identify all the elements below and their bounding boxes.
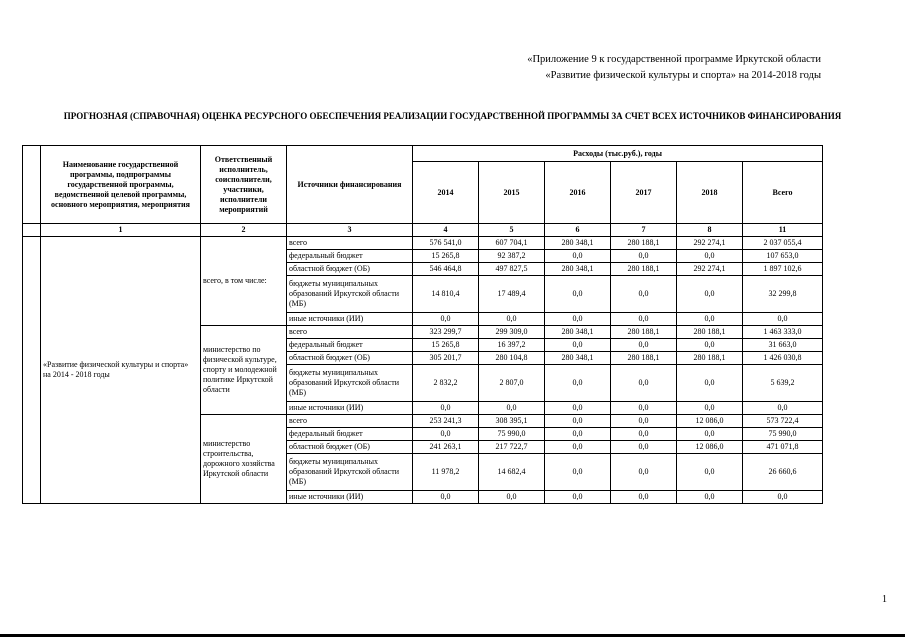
value-cell: 0,0: [545, 441, 611, 454]
value-cell: 0,0: [611, 491, 677, 504]
value-cell: 280 348,1: [545, 263, 611, 276]
value-cell: 305 201,7: [413, 352, 479, 365]
total-value-cell: 5 639,2: [743, 365, 823, 402]
value-cell: 0,0: [611, 276, 677, 313]
total-value-cell: 107 653,0: [743, 250, 823, 263]
value-cell: 17 489,4: [479, 276, 545, 313]
value-cell: 280 348,1: [545, 326, 611, 339]
funding-source-cell: федеральный бюджет: [287, 339, 413, 352]
table-row: [23, 237, 823, 250]
column-number: 7: [611, 224, 677, 237]
value-cell: 280 188,1: [611, 263, 677, 276]
value-cell: 12 086,0: [677, 415, 743, 428]
total-value-cell: 32 299,8: [743, 276, 823, 313]
value-cell: 0,0: [479, 313, 545, 326]
total-value-cell: 26 660,6: [743, 454, 823, 491]
value-cell: 0,0: [611, 415, 677, 428]
value-cell: 14 810,4: [413, 276, 479, 313]
value-cell: 607 704,1: [479, 237, 545, 250]
executor-cell: всего, в том числе:: [201, 237, 287, 326]
funding-source-cell: областной бюджет (ОБ): [287, 263, 413, 276]
value-cell: 0,0: [677, 402, 743, 415]
value-cell: 217 722,7: [479, 441, 545, 454]
column-number: 3: [287, 224, 413, 237]
value-cell: 2 807,0: [479, 365, 545, 402]
colnum-blank-cell: [23, 224, 41, 237]
value-cell: 0,0: [545, 339, 611, 352]
total-value-cell: 1 463 333,0: [743, 326, 823, 339]
funding-source-cell: всего: [287, 326, 413, 339]
value-cell: 0,0: [611, 402, 677, 415]
value-cell: 280 188,1: [611, 237, 677, 250]
executor-cell: министерство строительства, дорожного хозяйства Иркутской области: [201, 415, 287, 504]
funding-source-cell: областной бюджет (ОБ): [287, 441, 413, 454]
resource-table: [22, 145, 823, 504]
value-cell: 15 265,8: [413, 250, 479, 263]
value-cell: 0,0: [545, 454, 611, 491]
value-cell: 0,0: [545, 491, 611, 504]
column-number: 4: [413, 224, 479, 237]
value-cell: 0,0: [413, 491, 479, 504]
value-cell: 0,0: [479, 402, 545, 415]
value-cell: 0,0: [545, 313, 611, 326]
value-cell: 0,0: [611, 428, 677, 441]
value-cell: 0,0: [611, 250, 677, 263]
total-value-cell: 31 663,0: [743, 339, 823, 352]
value-cell: 16 397,2: [479, 339, 545, 352]
value-cell: 280 188,1: [677, 352, 743, 365]
total-value-cell: 75 990,0: [743, 428, 823, 441]
value-cell: 0,0: [611, 339, 677, 352]
total-value-cell: 471 071,8: [743, 441, 823, 454]
value-cell: 280 104,8: [479, 352, 545, 365]
value-cell: 0,0: [545, 428, 611, 441]
value-cell: 0,0: [611, 441, 677, 454]
value-cell: 0,0: [677, 491, 743, 504]
value-cell: 576 541,0: [413, 237, 479, 250]
header-year: 2018: [677, 162, 743, 224]
header-executor: Ответственный исполнитель, соисполнители, участники, исполнители мероприятий: [201, 146, 287, 224]
value-cell: 15 265,8: [413, 339, 479, 352]
funding-source-cell: областной бюджет (ОБ): [287, 352, 413, 365]
header-blank-cell: [23, 146, 41, 224]
value-cell: 0,0: [611, 365, 677, 402]
header-source: Источники финансирования: [287, 146, 413, 224]
appendix-reference: [527, 52, 821, 84]
value-cell: 75 990,0: [479, 428, 545, 441]
header-name: Наименование государственной программы, подпрограммы государственной программы, ведомственной целевой программы, основного мероприятия, мероприятия: [41, 146, 201, 224]
value-cell: 280 348,1: [545, 237, 611, 250]
value-cell: 0,0: [413, 402, 479, 415]
column-number: 5: [479, 224, 545, 237]
value-cell: 253 241,3: [413, 415, 479, 428]
value-cell: 2 832,2: [413, 365, 479, 402]
page-number: 1: [882, 594, 887, 605]
funding-source-cell: бюджеты муниципальных образований Иркутской области (МБ): [287, 454, 413, 491]
funding-source-cell: бюджеты муниципальных образований Иркутской области (МБ): [287, 365, 413, 402]
value-cell: 0,0: [545, 250, 611, 263]
value-cell: 0,0: [677, 428, 743, 441]
total-value-cell: 573 722,4: [743, 415, 823, 428]
value-cell: 0,0: [545, 415, 611, 428]
total-value-cell: 2 037 055,4: [743, 237, 823, 250]
value-cell: 0,0: [611, 454, 677, 491]
value-cell: 0,0: [611, 313, 677, 326]
header-year: 2015: [479, 162, 545, 224]
header-expenses: Расходы (тыс.руб.), годы: [413, 146, 823, 162]
value-cell: 280 188,1: [611, 352, 677, 365]
value-cell: 0,0: [545, 402, 611, 415]
header-year: 2014: [413, 162, 479, 224]
total-value-cell: 1 897 102,6: [743, 263, 823, 276]
row-blank-cell: [23, 237, 41, 504]
value-cell: 0,0: [413, 313, 479, 326]
value-cell: 0,0: [677, 339, 743, 352]
value-cell: 0,0: [677, 454, 743, 491]
value-cell: 92 387,2: [479, 250, 545, 263]
value-cell: 292 274,1: [677, 237, 743, 250]
column-number: 8: [677, 224, 743, 237]
value-cell: 14 682,4: [479, 454, 545, 491]
header-year: 2017: [611, 162, 677, 224]
value-cell: 323 299,7: [413, 326, 479, 339]
value-cell: 280 348,1: [545, 352, 611, 365]
funding-source-cell: всего: [287, 415, 413, 428]
executor-cell: министерство по физической культуре, спорту и молодежной политике Иркутской области: [201, 326, 287, 415]
value-cell: 546 464,8: [413, 263, 479, 276]
value-cell: 0,0: [677, 276, 743, 313]
value-cell: 299 309,0: [479, 326, 545, 339]
header-total: Всего: [743, 162, 823, 224]
column-number: 2: [201, 224, 287, 237]
funding-source-cell: иные источники (ИИ): [287, 402, 413, 415]
value-cell: 0,0: [677, 365, 743, 402]
value-cell: 12 086,0: [677, 441, 743, 454]
funding-source-cell: всего: [287, 237, 413, 250]
total-value-cell: 1 426 030,8: [743, 352, 823, 365]
total-value-cell: 0,0: [743, 402, 823, 415]
column-number: 11: [743, 224, 823, 237]
program-name-cell: «Развитие физической культуры и спорта» на 2014 - 2018 годы: [41, 237, 201, 504]
funding-source-cell: иные источники (ИИ): [287, 491, 413, 504]
funding-source-cell: федеральный бюджет: [287, 250, 413, 263]
value-cell: 0,0: [545, 365, 611, 402]
column-number: 1: [41, 224, 201, 237]
appendix-line-1: «Приложение 9 к государственной программе Иркутской области: [527, 54, 821, 65]
value-cell: 0,0: [677, 250, 743, 263]
total-value-cell: 0,0: [743, 491, 823, 504]
value-cell: 280 188,1: [677, 326, 743, 339]
column-number: 6: [545, 224, 611, 237]
value-cell: 0,0: [677, 313, 743, 326]
bottom-border: [0, 634, 905, 637]
value-cell: 497 827,5: [479, 263, 545, 276]
value-cell: 308 395,1: [479, 415, 545, 428]
value-cell: 0,0: [479, 491, 545, 504]
value-cell: 280 188,1: [611, 326, 677, 339]
appendix-line-2: «Развитие физической культуры и спорта» на 2014-2018 годы: [545, 70, 821, 81]
value-cell: 0,0: [413, 428, 479, 441]
header-year: 2016: [545, 162, 611, 224]
funding-source-cell: иные источники (ИИ): [287, 313, 413, 326]
funding-source-cell: федеральный бюджет: [287, 428, 413, 441]
value-cell: 11 978,2: [413, 454, 479, 491]
funding-source-cell: бюджеты муниципальных образований Иркутской области (МБ): [287, 276, 413, 313]
value-cell: 241 263,1: [413, 441, 479, 454]
value-cell: 292 274,1: [677, 263, 743, 276]
document-title: ПРОГНОЗНАЯ (СПРАВОЧНАЯ) ОЦЕНКА РЕСУРСНОГО ОБЕСПЕЧЕНИЯ РЕАЛИЗАЦИИ ГОСУДАРСТВЕННОЙ ПРОГРАММЫ ЗА СЧЕТ ВСЕХ ИСТОЧНИКОВ ФИНАНСИРОВАНИЯ: [63, 111, 842, 121]
value-cell: 0,0: [545, 276, 611, 313]
total-value-cell: 0,0: [743, 313, 823, 326]
